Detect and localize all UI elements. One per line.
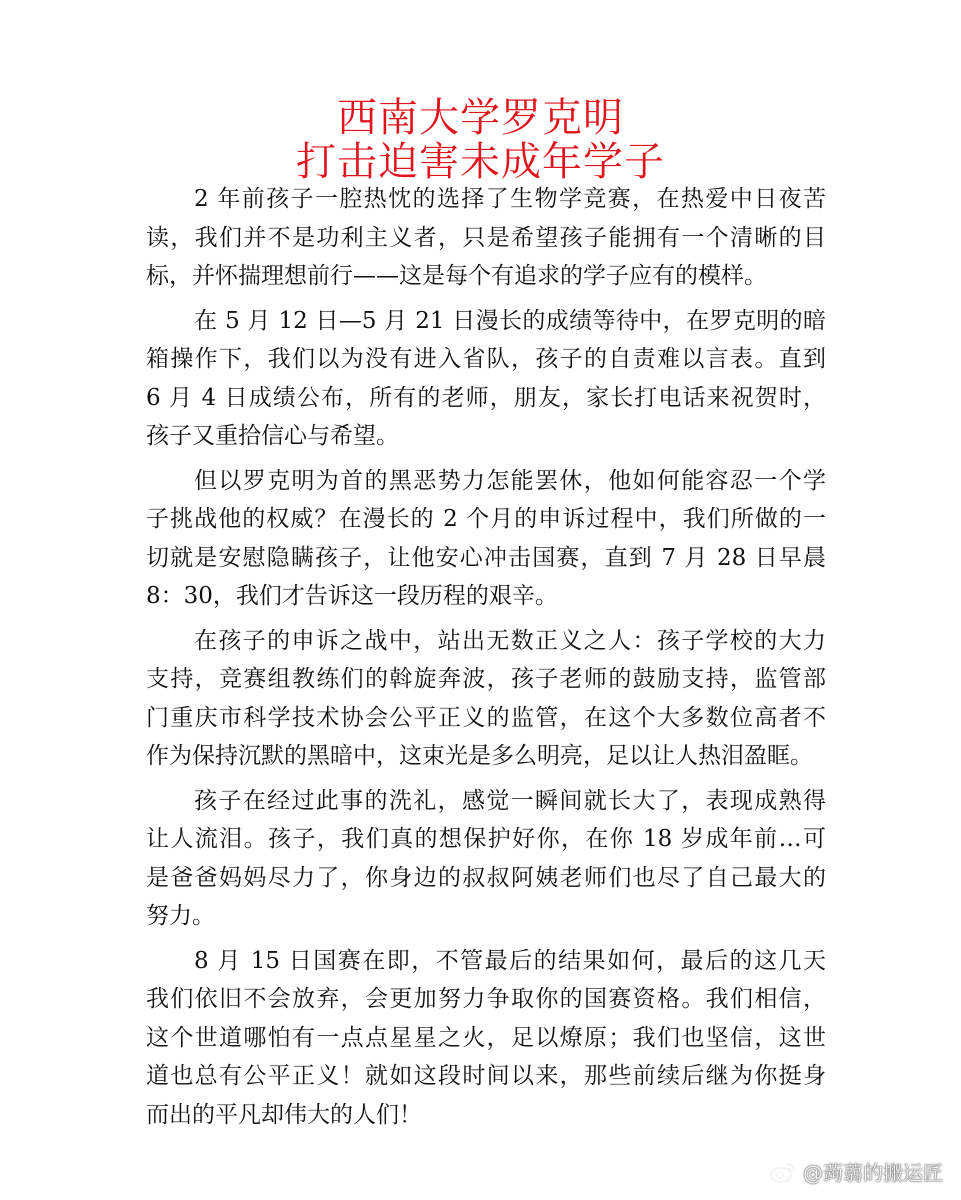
body-line: 孩子在经过此事的洗礼，感觉一瞬间就长大了，表现成熟得 bbox=[194, 787, 826, 814]
body-line: 支持，竞赛组教练们的斡旋奔波，孩子老师的鼓励支持，监管部 bbox=[146, 666, 826, 692]
body-line: 作为保持沉默的黑暗中，这束光是多么明亮，足以让人热泪盈眶。 bbox=[146, 743, 813, 769]
document-title-line-1: 西南大学罗克明 bbox=[337, 95, 624, 141]
weibo-icon bbox=[769, 1161, 797, 1183]
body-line: 切就是安慰隐瞒孩子，让他安心冲击国赛，直到 7 月 28 日早晨 bbox=[146, 544, 826, 571]
body-line: 孩子又重拾信心与希望。 bbox=[146, 423, 399, 449]
body-line: 门重庆市科学技术协会公平正义的监管，在这个大多数位高者不 bbox=[146, 704, 826, 731]
body-line: 但以罗克明为首的黑恶势力怎能罢休，他如何能容忍一个学 bbox=[194, 467, 826, 494]
body-line: 让人流泪。孩子，我们真的想保护好你，在你 18 岁成年前…可 bbox=[146, 826, 826, 852]
body-line: 道也总有公平正义！就如这段时间以来，那些前续后继为你挺身 bbox=[146, 1063, 826, 1089]
body-line: 在 5 月 12 日—5 月 21 日漫长的成绩等待中，在罗克明的暗 bbox=[194, 307, 826, 334]
weibo-watermark bbox=[769, 1157, 943, 1186]
body-line: 子挑战他的权威？在漫长的 2 个月的申诉过程中，我们所做的一 bbox=[146, 506, 826, 532]
body-line: 读，我们并不是功利主义者，只是希望孩子能拥有一个清晰的目 bbox=[146, 224, 826, 251]
body-line: 我们依旧不会放弃，会更加努力争取你的国赛资格。我们相信， bbox=[146, 986, 826, 1012]
body-line: 8：30，我们才告诉这一段历程的艰辛。 bbox=[146, 583, 558, 609]
body-line: 标，并怀揣理想前行——这是每个有追求的学子应有的模样。 bbox=[146, 263, 767, 289]
body-line: 箱操作下，我们以为没有进入省队，孩子的自责难以言表。直到 bbox=[146, 346, 826, 372]
body-line: 是爸爸妈妈尽力了，你身边的叔叔阿姨老师们也尽了自己最大的 bbox=[146, 864, 826, 891]
document-body bbox=[146, 180, 826, 1134]
body-line: 努力。 bbox=[146, 903, 215, 929]
body-line: 8 月 15 日国赛在即，不管最后的结果如何，最后的这几天 bbox=[194, 947, 826, 974]
body-line: 这个世道哪怕有一点点星星之火，足以燎原；我们也坚信，这世 bbox=[146, 1024, 826, 1051]
body-line: 6 月 4 日成绩公布，所有的老师，朋友，家长打电话来祝贺时， bbox=[146, 384, 826, 411]
body-line: 而出的平凡却伟大的人们！ bbox=[146, 1101, 422, 1128]
document-title-line-2: 打击迫害未成年学子 bbox=[296, 139, 665, 185]
body-line: 在孩子的申诉之战中，站出无数正义之人：孩子学校的大力 bbox=[194, 627, 826, 654]
watermark-text: @蒟蒻的搬运匠 bbox=[803, 1161, 943, 1185]
body-line: 2 年前孩子一腔热忱的选择了生物学竞赛，在热爱中日夜苦 bbox=[194, 186, 826, 212]
